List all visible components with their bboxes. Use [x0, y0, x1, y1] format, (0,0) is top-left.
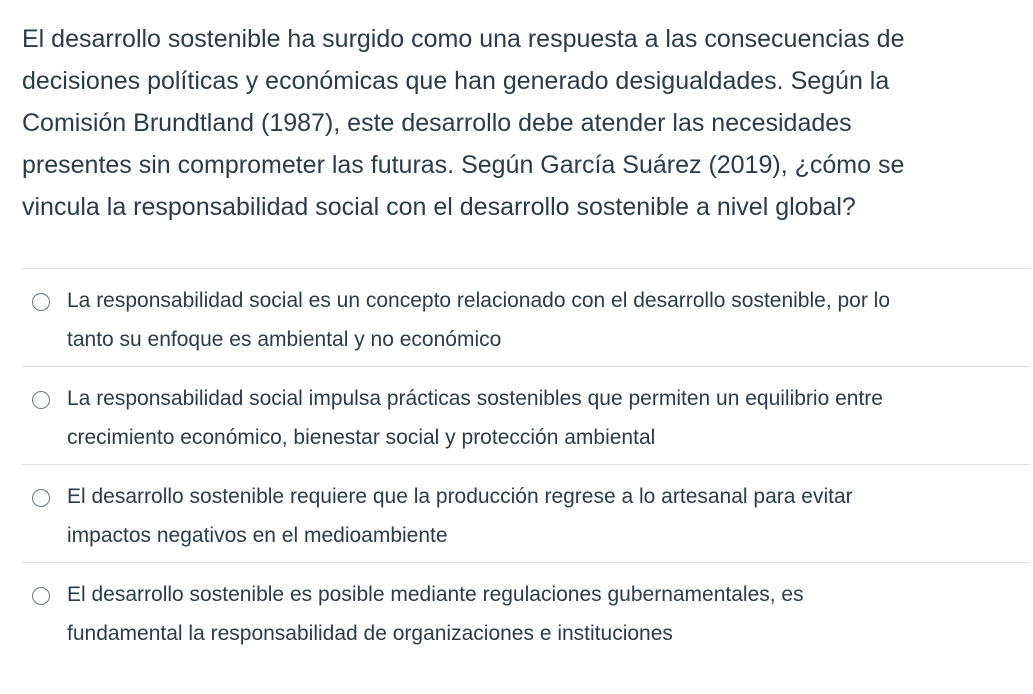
answer-list	[22, 268, 1030, 660]
answer-label[interactable]	[67, 379, 1017, 457]
radio-button[interactable]	[32, 391, 50, 409]
radio-button[interactable]	[32, 587, 50, 605]
answer-line: El desarrollo sostenible requiere que la producción regrese a lo artesanal para evitar	[67, 485, 853, 508]
answer-line: tanto su enfoque es ambiental y no económico	[67, 328, 502, 351]
answer-line: crecimiento económico, bienestar social y protección ambiental	[67, 426, 656, 449]
question-text	[22, 18, 1022, 228]
question-line: decisiones políticas y económicas que han generado desigualdades. Según la	[22, 67, 890, 95]
answer-option-2[interactable]	[22, 366, 1030, 464]
answer-label[interactable]	[67, 281, 1017, 359]
answer-label[interactable]	[67, 575, 1017, 653]
answer-option-1[interactable]	[22, 268, 1030, 366]
answer-line: impactos negativos en el medioambiente	[67, 524, 448, 547]
answer-line: El desarrollo sostenible es posible mediante regulaciones gubernamentales, es	[67, 583, 804, 606]
question-line: presentes sin comprometer las futuras. Según García Suárez (2019), ¿cómo se	[22, 151, 905, 179]
question-line: vincula la responsabilidad social con el desarrollo sostenible a nivel global?	[22, 193, 856, 221]
answer-option-4[interactable]	[22, 562, 1030, 660]
question-line: El desarrollo sostenible ha surgido como una respuesta a las consecuencias de	[22, 25, 905, 53]
radio-button[interactable]	[32, 293, 50, 311]
question-line: Comisión Brundtland (1987), este desarrollo debe atender las necesidades	[22, 109, 852, 137]
answer-line: fundamental la responsabilidad de organizaciones e instituciones	[67, 622, 673, 645]
answer-line: La responsabilidad social es un concepto relacionado con el desarrollo sostenible, por lo	[67, 289, 891, 312]
answer-option-3[interactable]	[22, 464, 1030, 562]
answer-label[interactable]	[67, 477, 1017, 555]
answer-line: La responsabilidad social impulsa prácticas sostenibles que permiten un equilibrio entre	[67, 387, 883, 410]
radio-button[interactable]	[32, 489, 50, 507]
